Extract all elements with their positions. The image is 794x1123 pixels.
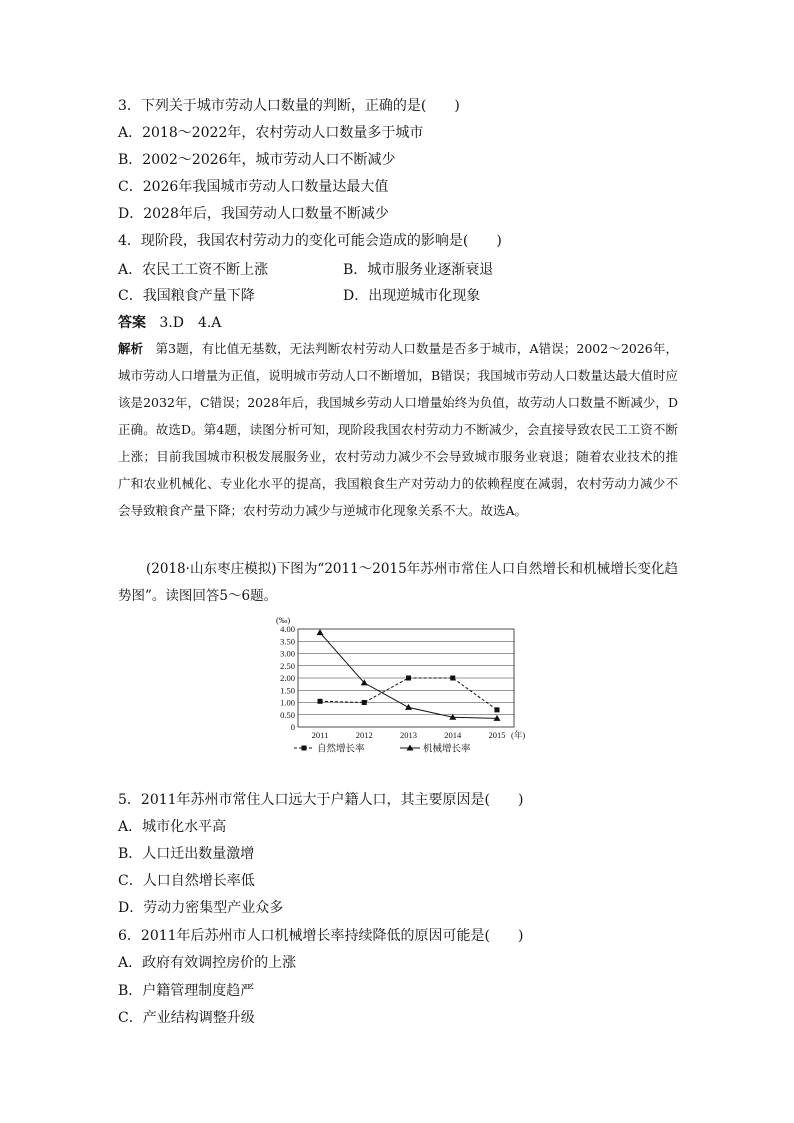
question-3-option-b: B．2002～2026年，城市劳动人口不断减少 bbox=[118, 152, 396, 168]
question-3-option-c: C．2026年我国城市劳动人口数量达最大值 bbox=[118, 179, 389, 195]
x-unit-label: (年) bbox=[511, 730, 526, 740]
question-5-option-d: D．劳动力密集型产业众多 bbox=[118, 900, 284, 916]
y-tick-label: 1.50 bbox=[280, 685, 295, 696]
x-tick-label: 2014 bbox=[444, 730, 462, 740]
answer-text: 3.D 4.A bbox=[159, 315, 222, 331]
question-3-option-a: A．2018～2022年，农村劳动人口数量多于城市 bbox=[118, 125, 424, 141]
data-point-square bbox=[318, 699, 323, 704]
y-tick-label: 3.00 bbox=[280, 648, 295, 659]
question-5-option-c: C．人口自然增长率低 bbox=[118, 873, 255, 889]
data-point-triangle bbox=[405, 704, 412, 710]
chart-labels bbox=[276, 615, 525, 740]
answer-line bbox=[118, 314, 221, 332]
question-3-stem: 3．下列关于城市劳动人口数量的判断，正确的是( ) bbox=[118, 98, 460, 114]
question-6-option-c: C．产业结构调整升级 bbox=[118, 1010, 255, 1026]
chart-legend bbox=[294, 743, 471, 755]
data-point-triangle bbox=[317, 629, 324, 635]
question-6-option-a: A．政府有效调控房价的上涨 bbox=[118, 955, 297, 971]
question-5-option-a: A．城市化水平高 bbox=[118, 819, 227, 835]
explanation-paragraph bbox=[118, 335, 678, 524]
question-4-option-a: A．农民工工资不断上涨 bbox=[118, 262, 269, 278]
question-3-option-d: D．2028年后，我国劳动人口数量不断减少 bbox=[118, 206, 389, 222]
question-4-stem: 4．现阶段，我国农村劳动力的变化可能会造成的影响是( ) bbox=[118, 233, 502, 249]
x-tick-label: 2012 bbox=[355, 730, 373, 740]
population-growth-chart bbox=[262, 615, 532, 765]
legend-marker-square bbox=[302, 746, 307, 751]
y-unit-label: (‰) bbox=[276, 615, 291, 625]
x-tick-label: 2013 bbox=[400, 730, 417, 740]
question-6-stem: 6．2011年后苏州市人口机械增长率持续降低的原因可能是( ) bbox=[118, 928, 524, 944]
question-5-option-b: B．人口迁出数量激增 bbox=[118, 846, 255, 862]
data-point-square bbox=[450, 676, 455, 681]
data-point-square bbox=[406, 676, 411, 681]
answer-label: 答案 bbox=[118, 315, 146, 331]
chart-intro: (2018·山东枣庄模拟)下图为“2011～2015年苏州市常住人口自然增长和机械增长变化趋势图”。读图回答5～6题。 bbox=[118, 561, 678, 604]
y-tick-label: 0.50 bbox=[280, 709, 295, 720]
data-point-square bbox=[362, 700, 367, 705]
y-tick-label: 2.50 bbox=[280, 660, 295, 671]
explanation-text: 第3题，有比值无基数，无法判断农村劳动人口数量是否多于城市，A错误；2002～2026年，城市劳动人口增量为正值，说明城市劳动人口不断增加，B错误；我国城市劳动人口数量达最大值时应该是2032年，C错误；2028年后，我国城乡劳动人口增量始终为负值，故劳动人口数量不断减少，D正确。故选D。第4题，读图分析可知，现阶段我国农村劳动力不断减少，会直接导致农民工工资不断上涨；目前我国城市积极发展服务业，农村劳动力减少不会导致城市服务业衰退；随着农业技术的推广和农业机械化、专业化水平的提高，我国粮食生产对劳动力的依赖程度在减弱，农村劳动力减少不会导致粮食产量下降；农村劳动力减少与逆城市化现象关系不大。故选A。 bbox=[118, 341, 678, 518]
question-5-stem: 5．2011年苏州市常住人口远大于户籍人口，其主要原因是( ) bbox=[118, 792, 524, 808]
y-tick-label: 1.00 bbox=[280, 697, 295, 708]
explanation-label: 解析 bbox=[118, 341, 144, 356]
y-tick-label: 0 bbox=[290, 722, 295, 732]
y-tick-label: 2.00 bbox=[280, 673, 295, 683]
legend-label: 机械增长率 bbox=[423, 743, 471, 755]
question-4-option-c: C．我国粮食产量下降 bbox=[118, 288, 255, 304]
data-point-square bbox=[495, 707, 500, 712]
legend-label: 自然增长率 bbox=[317, 743, 365, 755]
y-tick-label: 4.00 bbox=[280, 624, 295, 634]
y-tick-label: 3.50 bbox=[280, 636, 295, 647]
question-4-option-b: B．城市服务业逐渐衰退 bbox=[343, 262, 494, 278]
x-tick-label: 2015 bbox=[488, 730, 506, 740]
chart-series bbox=[317, 629, 501, 721]
question-6-option-b: B．户籍管理制度趋严 bbox=[118, 983, 255, 999]
question-4-option-d: D．出现逆城市化现象 bbox=[343, 288, 481, 304]
x-tick-label: 2011 bbox=[311, 730, 329, 740]
